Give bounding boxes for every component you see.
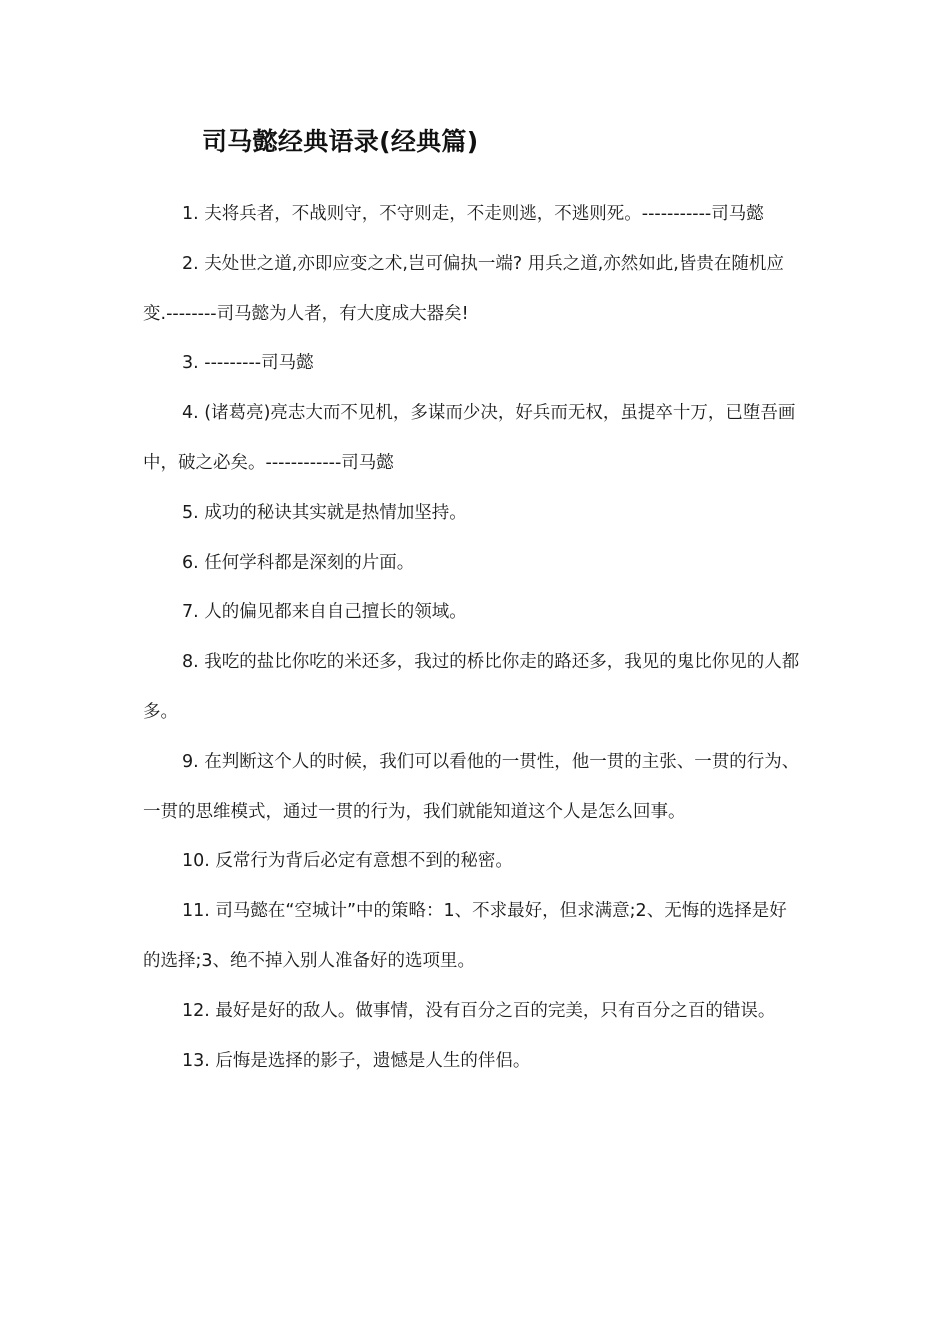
quote-item: 2. 夫处世之道,亦即应变之术,岂可偏执一端? 用兵之道,亦然如此,皆贵在随机应变.--------司马懿为人者，有大度成大器矣! (143, 253, 784, 324)
quote-item: 10. 反常行为背后必定有意想不到的秘密。 (182, 851, 513, 872)
quote-item: 8. 我吃的盐比你吃的米还多，我过的桥比你走的路还多，我见的鬼比你见的人都多。 (143, 652, 800, 722)
quote-item: 9. 在判断这个人的时候，我们可以看他的一贯性，他一贯的主张、一贯的行为、一贯的思维模式，通过一贯的行为，我们就能知道这个人是怎么回事。 (143, 751, 800, 822)
quote-item: 5. 成功的秘诀其实就是热情加坚持。 (182, 502, 467, 523)
quote-item: 4. (诸葛亮)亮志大而不见机，多谋而少决，好兵而无权，虽提卒十万，已堕吾画中，破之必矣。------------司马懿 (143, 403, 796, 473)
quote-item: 3. ---------司马懿 (182, 353, 314, 374)
quote-item: 6. 任何学科都是深刻的片面。 (182, 552, 415, 573)
quote-item: 11. 司马懿在“空城计”中的策略：1、不求最好，但求满意;2、无悔的选择是好的选择;3、绝不掉入别人准备好的选项里。 (143, 901, 787, 971)
page-title: 司马懿经典语录(经典篇) (202, 127, 479, 156)
quote-item: 13. 后悔是选择的影子，遗憾是人生的伴侣。 (182, 1050, 531, 1071)
quote-item: 12. 最好是好的敌人。做事情，没有百分之百的完美，只有百分之百的错误。 (182, 1000, 776, 1021)
quote-item: 7. 人的偏见都来自自己擅长的领域。 (182, 602, 467, 623)
quote-list (143, 190, 803, 1086)
quote-item: 1. 夫将兵者，不战则守，不守则走，不走则逃，不逃则死。-----------司马懿 (182, 204, 764, 224)
